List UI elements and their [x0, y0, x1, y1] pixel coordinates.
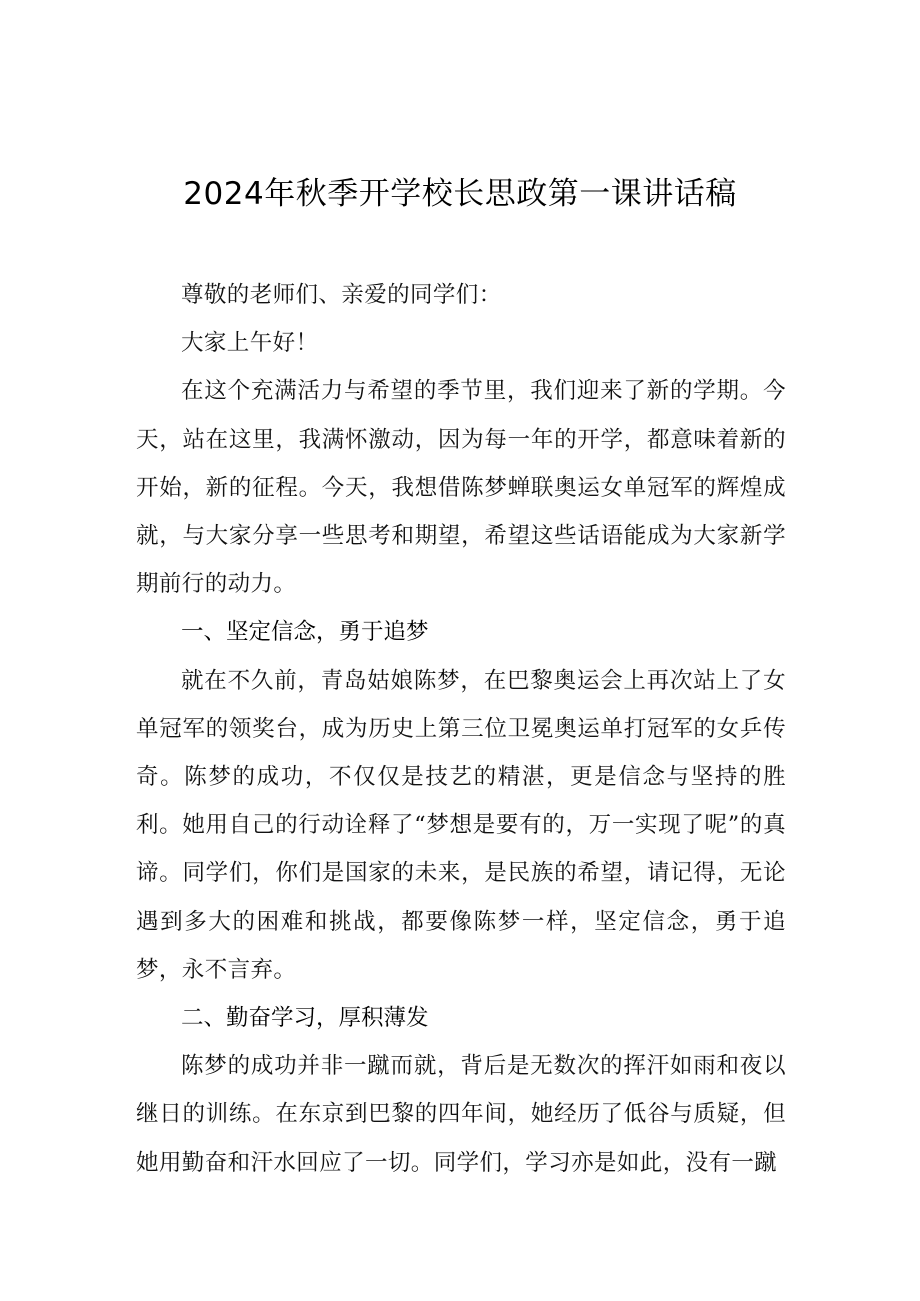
document-title: 2024年秋季开学校长思政第一课讲话稿: [183, 176, 737, 212]
section-heading-2: 二、勤奋学习，厚积薄发: [181, 1005, 429, 1032]
intro-paragraph: 在这个充满活力与希望的季节里，我们迎来了新的学期。今天，站在这里，我满怀激动，因为每一年的开学，都意味着新的开始，新的征程。今天，我想借陈梦蝉联奥运女单冠军的辉煌成就，与大家分享一些思考和期望，希望这些话语能成为大家新学期前行的动力。: [136, 378, 786, 598]
section-heading-1: 一、坚定信念，勇于追梦: [181, 619, 429, 646]
section-paragraph-1: 就在不久前，青岛姑娘陈梦，在巴黎奥运会上再次站上了女单冠军的领奖台，成为历史上第三位卫冕奥运单打冠军的女乒传奇。陈梦的成功，不仅仅是技艺的精湛，更是信念与坚持的胜利。她用自己的行动诠释了“梦想是要有的，万一实现了呢”的真谛。同学们，你们是国家的未来，是民族的希望，请记得，无论遇到多大的困难和挑战，都要像陈梦一样，坚定信念，勇于追梦，永不言弃。: [136, 667, 786, 983]
greeting-line: 尊敬的老师们、亲爱的同学们：: [181, 282, 502, 308]
section-paragraph-2: 陈梦的成功并非一蹴而就，背后是无数次的挥汗如雨和夜以继日的训练。在东京到巴黎的四年间，她经历了低谷与质疑，但她用勤奋和汗水回应了一切。同学们，学习亦是如此，没有一蹴: [136, 1053, 786, 1176]
document-body: [136, 271, 786, 1187]
salutation-line: 大家上午好！: [181, 330, 319, 357]
